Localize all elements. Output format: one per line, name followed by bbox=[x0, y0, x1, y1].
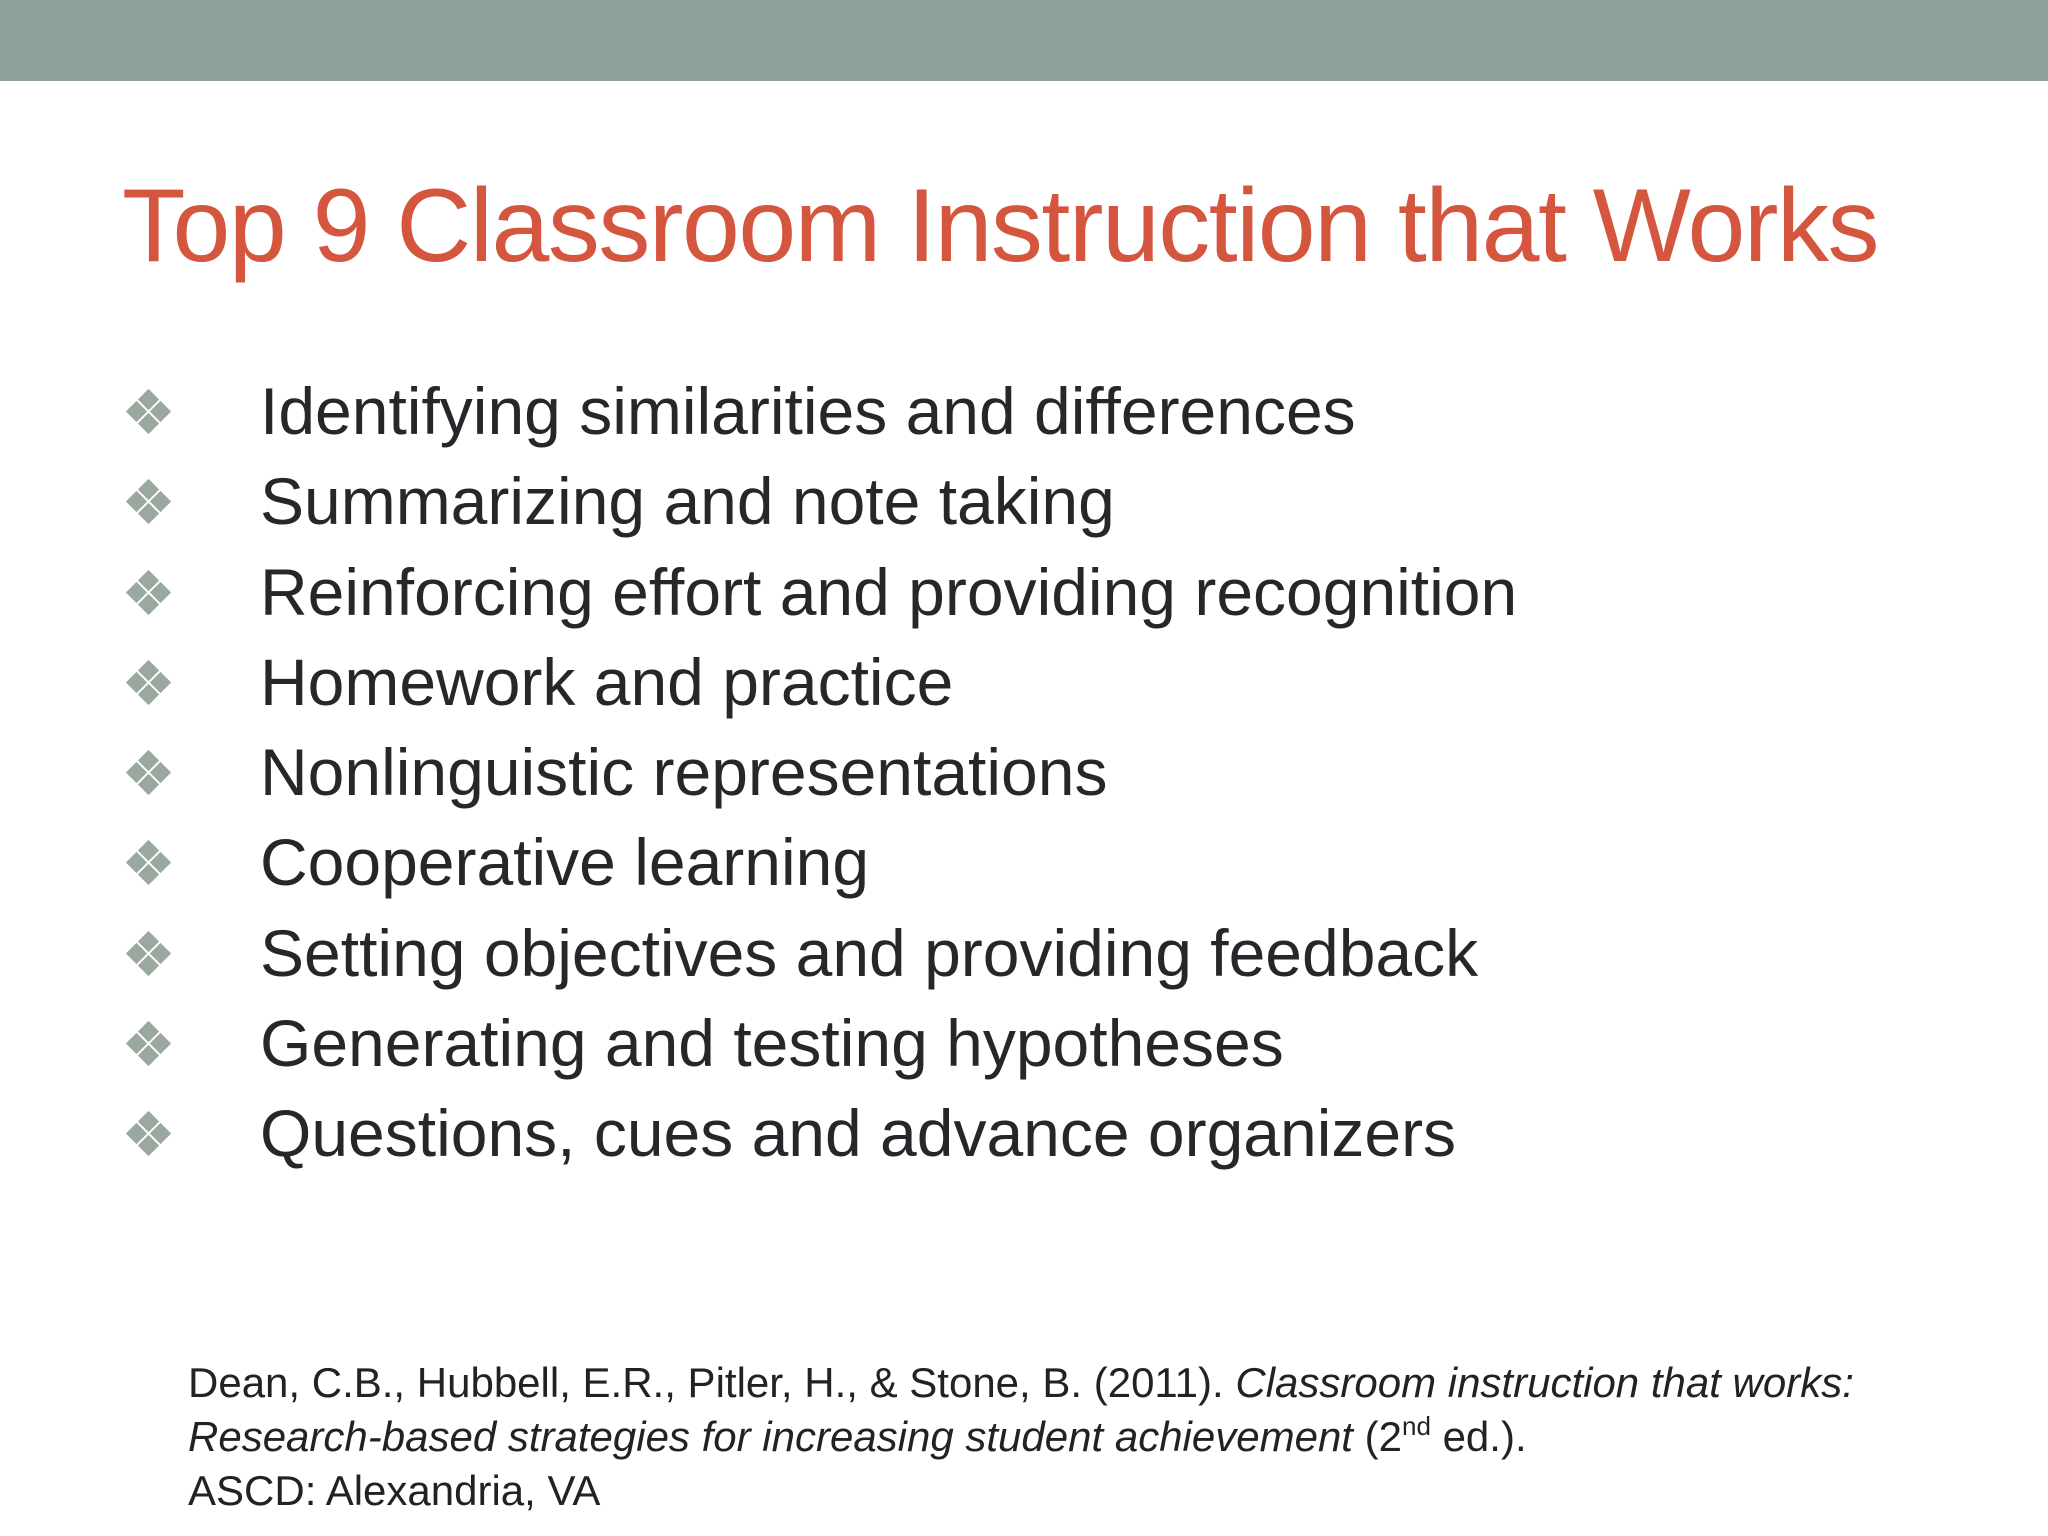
four-diamond-bullet-icon bbox=[127, 842, 171, 886]
list-item bbox=[0, 453, 2048, 543]
citation-edition-sup: nd bbox=[1401, 1411, 1431, 1441]
list-item-text: Summarizing and note taking bbox=[260, 464, 1115, 539]
list-item bbox=[0, 724, 2048, 814]
citation-book-title: Classroom instruction that works: Research-based strategies for increasing student achievement bbox=[188, 1359, 1854, 1460]
citation-edition-prefix: (2 bbox=[1352, 1413, 1402, 1460]
list-item bbox=[0, 814, 2048, 904]
list-item-text: Identifying similarities and differences bbox=[260, 374, 1356, 448]
four-diamond-bullet-icon bbox=[127, 1023, 171, 1067]
citation-edition-suffix: ed.). bbox=[1430, 1413, 1527, 1460]
list-item-text: Homework and practice bbox=[260, 644, 954, 719]
four-diamond-bullet-icon bbox=[127, 752, 171, 796]
list-item-text: Nonlinguistic representations bbox=[260, 735, 1108, 810]
four-diamond-bullet-icon bbox=[127, 481, 171, 525]
list-item-text: Cooperative learning bbox=[260, 825, 870, 900]
list-item-text: Setting objectives and providing feedback bbox=[260, 915, 1479, 990]
four-diamond-bullet-icon bbox=[127, 572, 171, 616]
top-band bbox=[0, 0, 2048, 81]
four-diamond-bullet-icon bbox=[127, 933, 171, 977]
list-item-text: Generating and testing hypotheses bbox=[260, 1006, 1284, 1081]
four-diamond-bullet-icon bbox=[127, 1113, 171, 1157]
list-item bbox=[0, 995, 2048, 1085]
list-item bbox=[0, 905, 2048, 995]
reference-citation bbox=[188, 1356, 1908, 1518]
citation-authors: Dean, C.B., Hubbell, E.R., Pitler, H., & Stone, B. (2011). bbox=[188, 1359, 1236, 1406]
list-item bbox=[0, 363, 2048, 453]
list-item-text: Questions, cues and advance organizers bbox=[260, 1096, 1457, 1171]
list-item bbox=[0, 634, 2048, 724]
four-diamond-bullet-icon bbox=[127, 662, 171, 706]
list-item-text: Reinforcing effort and providing recognition bbox=[260, 554, 1518, 629]
list-item bbox=[0, 1085, 2048, 1175]
list-item bbox=[0, 544, 2048, 634]
slide-title: Top 9 Classroom Instruction that Works bbox=[122, 168, 1878, 284]
citation-publisher: ASCD: Alexandria, VA bbox=[188, 1467, 601, 1514]
bullet-list bbox=[0, 363, 2048, 1176]
four-diamond-bullet-icon bbox=[127, 391, 171, 435]
